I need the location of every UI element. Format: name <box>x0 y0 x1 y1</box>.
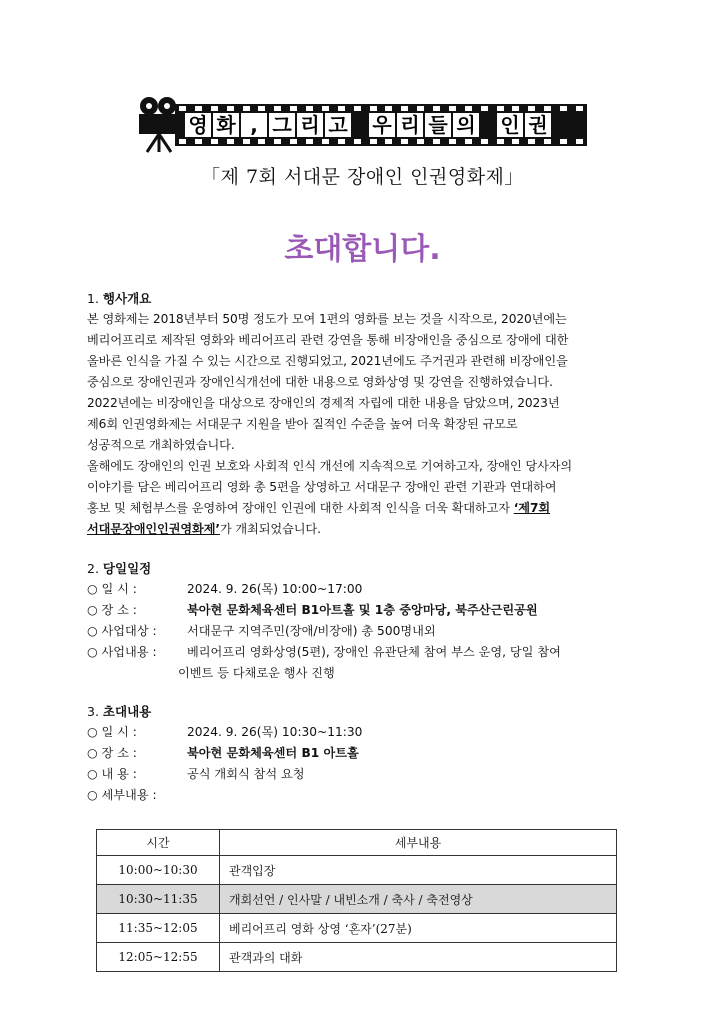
table-header: 시간 <box>97 830 220 856</box>
section-heading <box>87 558 647 579</box>
banner-char: 의 <box>453 113 479 137</box>
overview-paragraph-2 <box>87 456 647 540</box>
banner-spacer <box>353 113 367 137</box>
event-name-emphasis: 서대문장애인인권영화제’ <box>87 522 220 536</box>
desc-cell: 관객과의 대화 <box>220 943 617 972</box>
event-subtitle: 「제 7회 서대문 장애인 인권영화제」 <box>201 166 524 188</box>
banner-char: 권 <box>525 113 551 137</box>
text-span: 홍보 및 체험부스를 운영하여 장애인 인권에 대한 사회적 인식을 더욱 확대하고자 <box>87 501 510 515</box>
table-row <box>97 885 617 914</box>
text-line: 성공적으로 개최하였습니다. <box>87 438 235 452</box>
schedule-row <box>87 642 647 663</box>
overview-paragraph-1 <box>87 309 647 456</box>
text-span: 가 개최되었습니다. <box>219 522 321 536</box>
schedule-row <box>87 621 647 642</box>
banner-char: 리 <box>297 113 323 137</box>
text-line <box>87 498 647 519</box>
text-line: 제6회 인권영화제는 서대문구 지원을 받아 질적인 수준을 높여 더욱 확장된 규모로 <box>87 417 518 431</box>
row-continuation: 이벤트 등 다채로운 행사 진행 <box>178 666 335 680</box>
section-number: 2. <box>87 561 99 576</box>
banner-char: 고 <box>325 113 351 137</box>
desc-cell: 베리어프리 영화 상영 ‘혼자’(27분) <box>220 914 617 943</box>
schedule-row <box>87 600 647 621</box>
text-line: 올해에도 장애인의 인권 보호와 사회적 인식 개선에 지속적으로 기여하고자, 장애인 당사자의 <box>87 459 573 473</box>
invitation-row <box>87 764 647 785</box>
row-label: ○ 장 소 : <box>87 603 137 617</box>
section-heading <box>87 288 647 309</box>
banner-title <box>185 113 551 137</box>
section-title: 당일일정 <box>102 561 152 576</box>
row-label: ○ 사업대상 : <box>87 624 157 638</box>
row-value: 서대문구 지역주민(장애/비장애) 총 500명내외 <box>187 624 436 638</box>
banner-spacer <box>481 113 495 137</box>
text-line: 베리어프리로 제작된 영화와 베리어프리 관련 강연을 통해 비장애인을 중심으로 장애에 대한 <box>87 333 569 347</box>
text-line: 올바른 인식을 가질 수 있는 시간으로 진행되었고, 2021년에도 주거권과 관련해 비장애인을 <box>87 354 568 368</box>
time-cell: 12:05~12:55 <box>97 943 220 972</box>
row-value: 북아현 문화체육센터 B1 아트홀 <box>187 746 359 760</box>
film-holes-bottom <box>179 139 583 144</box>
table-header: 세부내용 <box>220 830 617 856</box>
banner-char: 화 <box>213 113 239 137</box>
invitation-row <box>87 785 647 806</box>
invitation-row <box>87 743 647 764</box>
banner-char: 영 <box>185 113 211 137</box>
invitation-heading: 초대합니다. <box>284 232 441 267</box>
banner-char: , <box>241 113 267 137</box>
document-body <box>87 288 647 806</box>
section-title: 행사개요 <box>102 291 152 306</box>
text-line: 2022년에는 비장애인을 대상으로 장애인의 경제적 자립에 대한 내용을 담았으며, 2023년 <box>87 396 560 410</box>
section-title: 초대내용 <box>102 704 152 719</box>
film-holes-top <box>179 106 583 111</box>
table-row <box>97 943 617 972</box>
table-header-row <box>97 830 617 856</box>
row-value: 베리어프리 영화상영(5편), 장애인 유관단체 참여 부스 운영, 당일 참여 <box>187 645 561 659</box>
schedule-row <box>87 579 647 600</box>
row-label: ○ 내 용 : <box>87 767 137 781</box>
section-number: 1. <box>87 291 99 306</box>
text-line: 이야기를 담은 베리어프리 영화 총 5편을 상영하고 서대문구 장애인 관련 기관과 연대하여 <box>87 480 557 494</box>
time-cell: 11:35~12:05 <box>97 914 220 943</box>
banner-char: 들 <box>425 113 451 137</box>
desc-cell: 관객입장 <box>220 856 617 885</box>
text-line <box>87 519 647 540</box>
invitation-row <box>87 722 647 743</box>
row-label: ○ 사업내용 : <box>87 645 157 659</box>
banner-char: 리 <box>397 113 423 137</box>
time-cell: 10:00~10:30 <box>97 856 220 885</box>
table-row <box>97 914 617 943</box>
banner-char: 인 <box>497 113 523 137</box>
banner-char: 그 <box>269 113 295 137</box>
row-value: 2024. 9. 26(목) 10:30~11:30 <box>187 725 363 739</box>
desc-cell: 개회선언 / 인사말 / 내빈소개 / 축사 / 축전영상 <box>220 885 617 914</box>
table-row <box>97 856 617 885</box>
row-label: ○ 일 시 : <box>87 725 137 739</box>
event-name-emphasis: ‘제7회 <box>513 501 551 515</box>
row-value: 북아현 문화체육센터 B1아트홀 및 1층 중앙마당, 북주산근린공원 <box>187 603 538 617</box>
row-value: 2024. 9. 26(목) 10:00~17:00 <box>187 582 363 596</box>
title-banner <box>135 96 587 154</box>
section-number: 3. <box>87 704 99 719</box>
time-cell: 10:30~11:35 <box>97 885 220 914</box>
row-value: 공식 개회식 참석 요청 <box>187 767 305 781</box>
row-label: ○ 세부내용 : <box>87 788 157 802</box>
text-line: 중심으로 장애인권과 장애인식개선에 대한 내용으로 영화상영 및 강연을 진행하였습니다. <box>87 375 553 389</box>
row-label: ○ 일 시 : <box>87 582 137 596</box>
row-label: ○ 장 소 : <box>87 746 137 760</box>
film-strip <box>175 104 587 146</box>
banner-char: 우 <box>369 113 395 137</box>
text-line: 본 영화제는 2018년부터 50명 정도가 모여 1편의 영화를 보는 것을 시작으로, 2020년에는 <box>87 312 567 326</box>
program-table <box>96 829 617 972</box>
section-heading <box>87 701 647 722</box>
